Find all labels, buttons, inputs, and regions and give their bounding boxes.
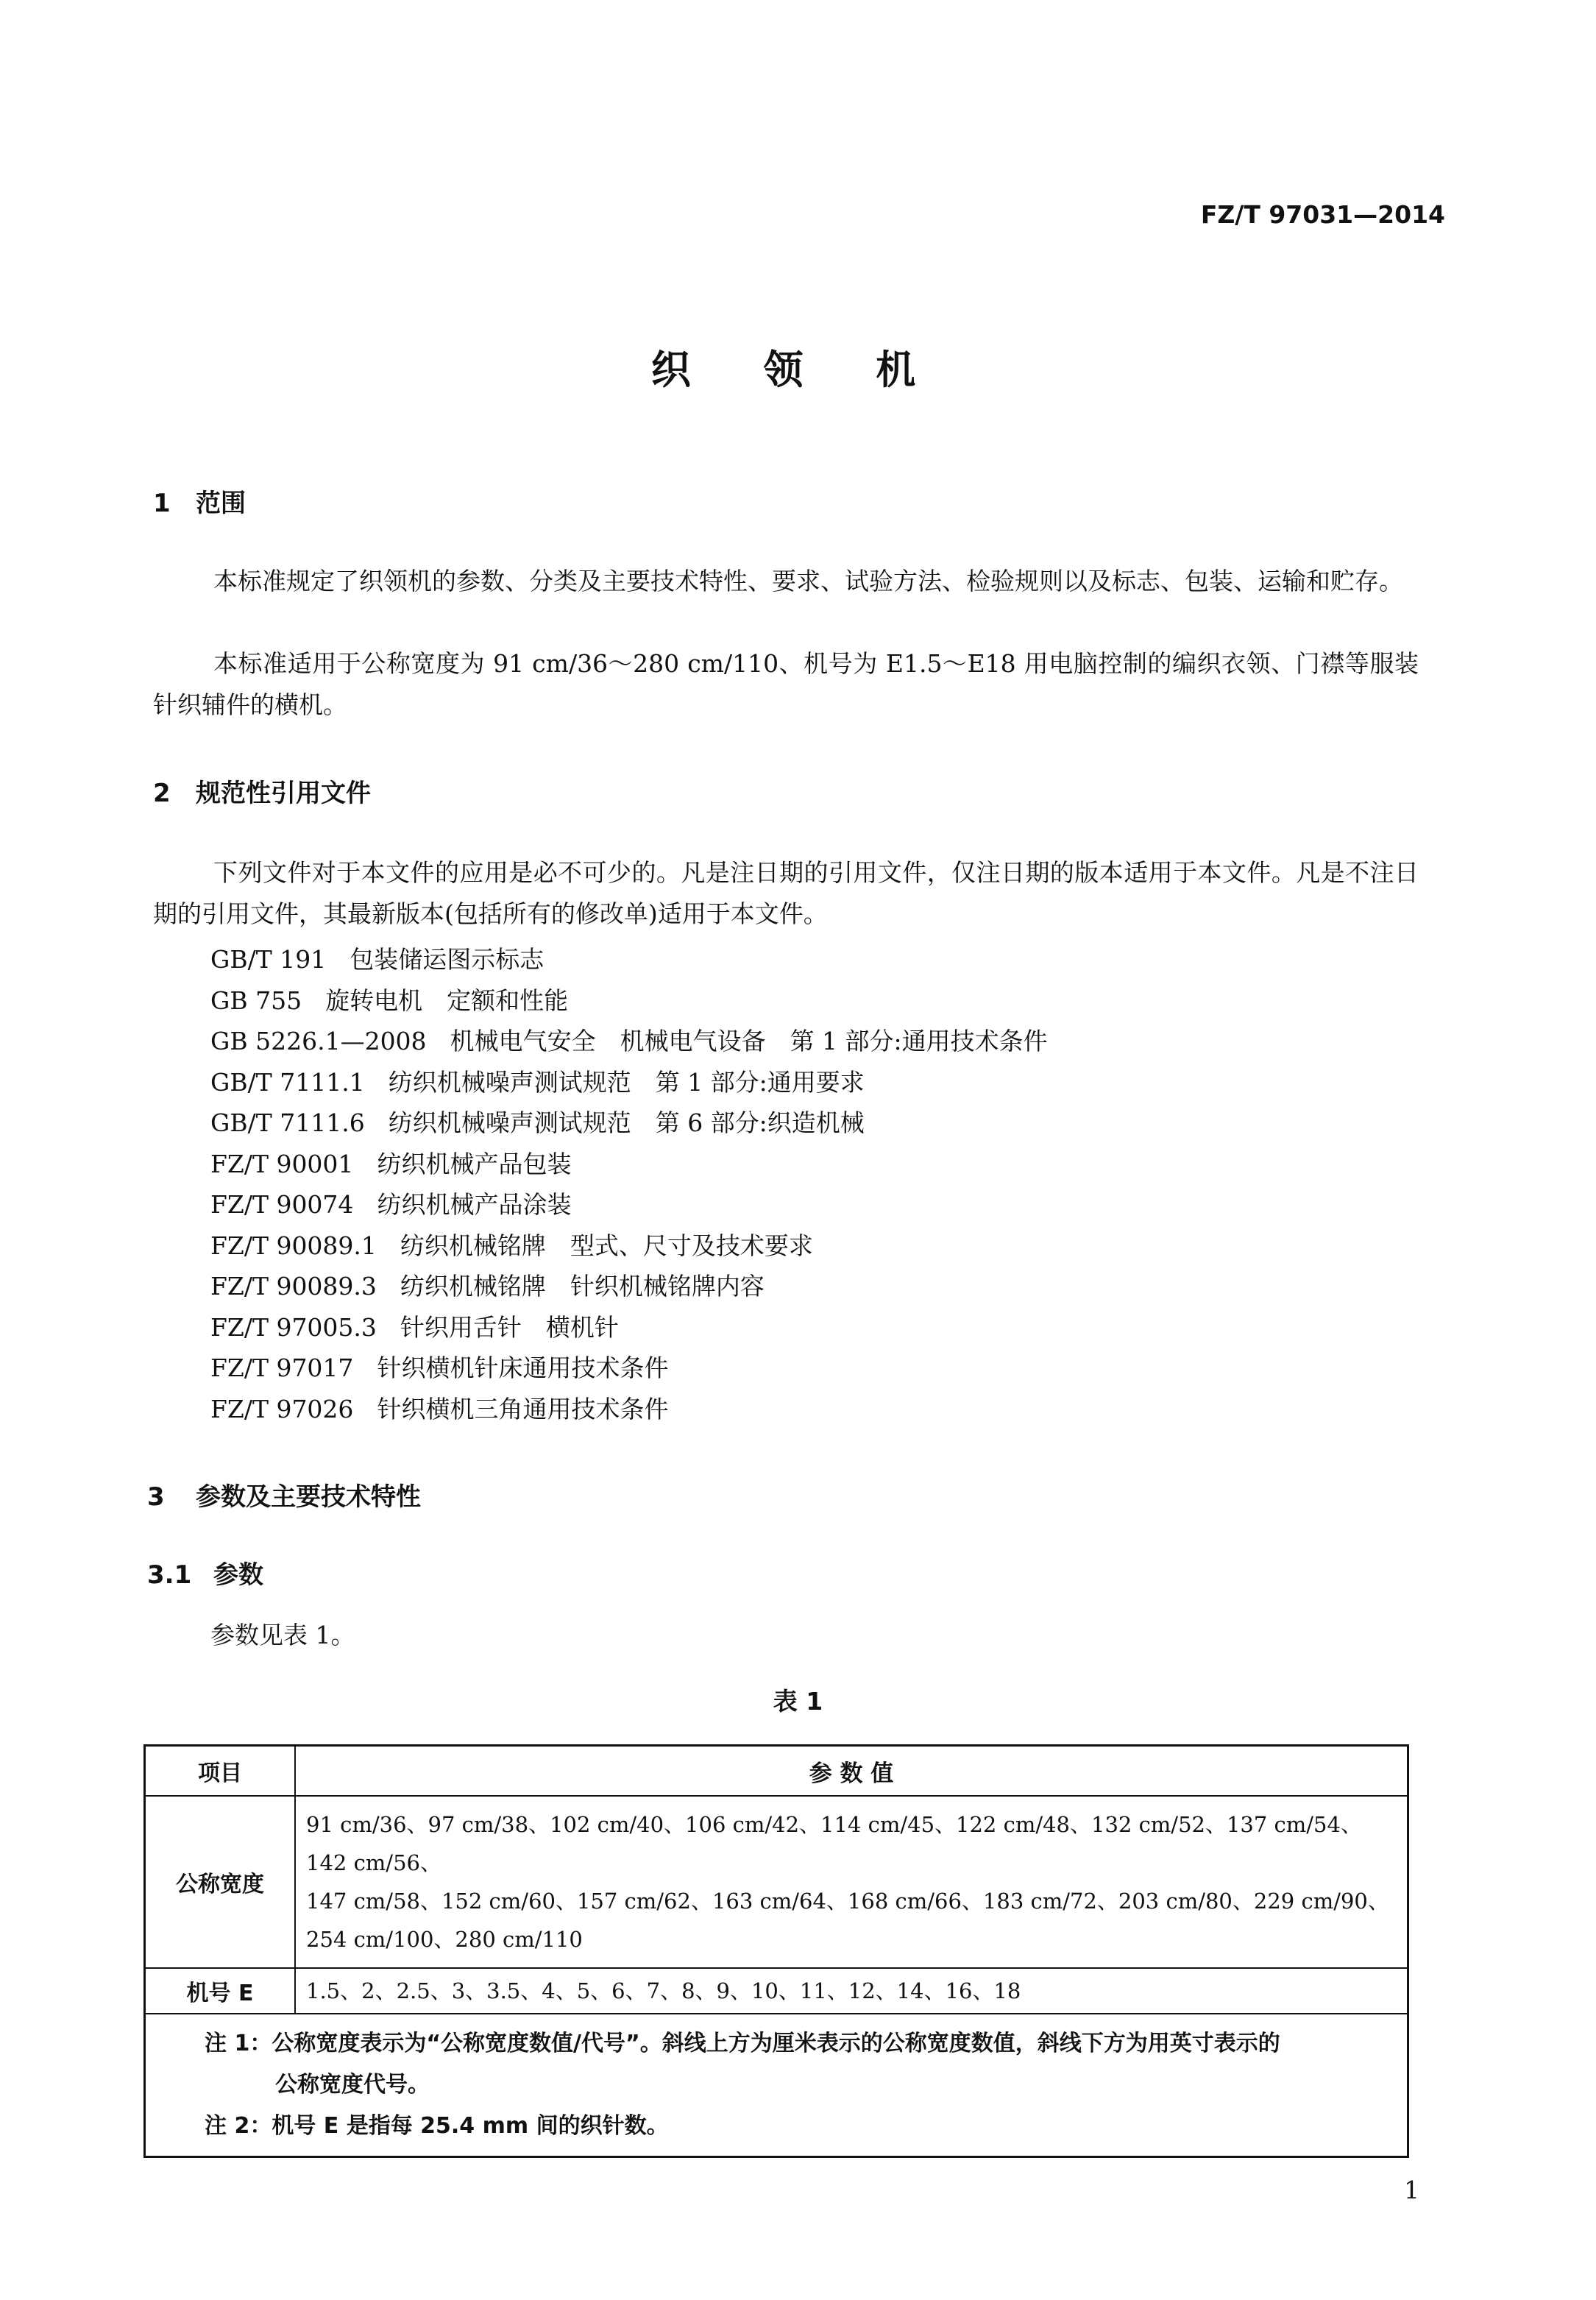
table-notes — [145, 2014, 1408, 2157]
subsection-number: 3.1 — [147, 1560, 192, 1590]
reference-item — [210, 982, 568, 1016]
section-number: 1 — [153, 489, 171, 518]
row-item-gauge: 机号 E — [145, 1968, 296, 2014]
reference-title: 纺织机械噪声测试规范 第 6 部分:织造机械 — [388, 1108, 865, 1137]
reference-title: 针织用舌针 横机针 — [400, 1313, 619, 1342]
note-2: 注 2：机号 E 是指每 25.4 mm 间的织针数。 — [205, 2113, 669, 2139]
reference-item — [210, 1267, 765, 1302]
reference-item — [210, 1022, 1048, 1057]
reference-item — [210, 1390, 668, 1425]
reference-code: FZ/T 90001 — [210, 1150, 354, 1178]
reference-code: FZ/T 90074 — [210, 1190, 354, 1219]
table-row — [145, 1968, 1408, 2014]
reference-title: 纺织机械铭牌 型式、尺寸及技术要求 — [400, 1231, 813, 1260]
value-line: 147 cm/58、152 cm/60、157 cm/62、163 cm/64、168 cm/66、183 cm/72、203 cm/80、229 cm/90、 — [306, 1889, 1389, 1914]
section-number: 3 — [147, 1482, 165, 1512]
section-title: 参数及主要技术特性 — [196, 1482, 421, 1512]
reference-code: FZ/T 90089.3 — [210, 1272, 377, 1301]
reference-title: 机械电气安全 机械电气设备 第 1 部分:通用技术条件 — [450, 1027, 1048, 1055]
header-value: 参 数 值 — [295, 1746, 1408, 1797]
reference-item — [210, 1186, 571, 1220]
reference-code: FZ/T 97017 — [210, 1354, 354, 1382]
document-title: 织 领 机 — [650, 347, 946, 393]
reference-item — [210, 941, 544, 975]
table-header-row — [145, 1746, 1408, 1797]
reference-title: 纺织机械产品包装 — [377, 1150, 572, 1178]
reference-code: GB/T 191 — [210, 945, 327, 974]
reference-item — [210, 1145, 571, 1180]
value-line: 254 cm/100、280 cm/110 — [306, 1927, 583, 1952]
section-title: 规范性引用文件 — [196, 779, 371, 808]
reference-code: GB/T 7111.6 — [210, 1108, 365, 1137]
reference-title: 纺织机械产品涂装 — [377, 1190, 572, 1219]
reference-code: GB 755 — [210, 986, 302, 1015]
reference-item — [210, 1104, 865, 1139]
table-row — [145, 1796, 1408, 1968]
parameter-table — [143, 1744, 1409, 2158]
reference-code: GB/T 7111.1 — [210, 1068, 365, 1097]
section-number: 2 — [153, 779, 171, 808]
value-line: 1.5、2、2.5、3、3.5、4、5、6、7、8、9、10、11、12、14、16、18 — [306, 1978, 1021, 2003]
note-1: 注 1：公称宽度表示为“公称宽度数值/代号”。斜线上方为厘米表示的公称宽度数值，斜线下方为用英寸表示的 — [205, 2031, 1280, 2056]
row-value-gauge — [295, 1968, 1408, 2014]
reference-item — [210, 1349, 668, 1384]
reference-item — [210, 1309, 619, 1343]
subsection-3-1-heading — [147, 1554, 263, 1590]
reference-title: 纺织机械铭牌 针织机械铭牌内容 — [400, 1272, 765, 1301]
reference-title: 旋转电机 定额和性能 — [325, 986, 569, 1015]
section-2-intro: 下列文件对于本文件的应用是必不可少的。凡是注日期的引用文件，仅注日期的版本适用于本文件。凡是不注日期的引用文件，其最新版本(包括所有的修改单)适用于本文件。 — [153, 858, 1419, 928]
reference-code: FZ/T 97026 — [210, 1395, 354, 1423]
section-2-heading — [153, 773, 371, 809]
reference-title: 纺织机械噪声测试规范 第 1 部分:通用要求 — [388, 1068, 865, 1097]
reference-title: 针织横机针床通用技术条件 — [377, 1354, 669, 1382]
table-caption: 表 1 — [773, 1687, 823, 1716]
reference-title: 包装储运图示标志 — [350, 945, 545, 974]
section-3-heading — [147, 1476, 421, 1512]
reference-title: 针织横机三角通用技术条件 — [377, 1395, 669, 1423]
section-1-heading — [153, 483, 246, 519]
reference-code: FZ/T 97005.3 — [210, 1313, 377, 1342]
header-item: 项目 — [145, 1746, 296, 1797]
note-1-continued: 公称宽度代号。 — [275, 2072, 430, 2098]
table-notes-row — [145, 2014, 1408, 2157]
standard-number: FZ/T 97031—2014 — [1200, 200, 1445, 229]
subsection-title: 参数 — [213, 1560, 263, 1590]
section-title: 范围 — [196, 489, 246, 518]
row-item-width: 公称宽度 — [145, 1796, 296, 1968]
row-value-width — [295, 1796, 1408, 1968]
reference-code: FZ/T 90089.1 — [210, 1231, 377, 1260]
page-number: 1 — [1404, 2176, 1419, 2204]
reference-item — [210, 1227, 813, 1262]
reference-item — [210, 1064, 865, 1098]
section-1-paragraph-1: 本标准规定了织领机的参数、分类及主要技术特性、要求、试验方法、检验规则以及标志、包装、运输和贮存。 — [213, 567, 1403, 595]
value-line: 91 cm/36、97 cm/38、102 cm/40、106 cm/42、114 cm/45、122 cm/48、132 cm/52、137 cm/54、142 cm/56、 — [306, 1812, 1362, 1875]
reference-code: GB 5226.1—2008 — [210, 1027, 427, 1055]
section-1-paragraph-2: 本标准适用于公称宽度为 91 cm/36～280 cm/110、机号为 E1.5～E18 用电脑控制的编织衣领、门襟等服装针织辅件的横机。 — [153, 649, 1419, 719]
subsection-3-1-text: 参数见表 1。 — [210, 1621, 355, 1649]
